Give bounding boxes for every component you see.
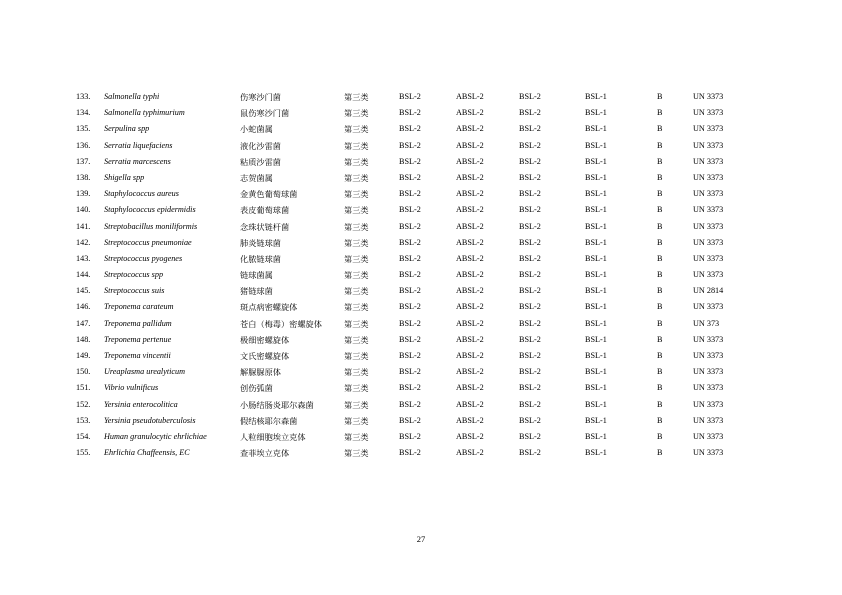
- lab-level-sample-cell: BSL-2: [519, 92, 541, 101]
- lab-level-sample-cell: BSL-2: [519, 172, 541, 182]
- lab-level-sample-cell: BSL-2: [519, 399, 541, 409]
- un-number-cell: UN 3373: [693, 189, 724, 199]
- hazard-class-cell: 第三类: [344, 318, 369, 329]
- transport-category-cell: B: [657, 172, 663, 182]
- row-number-cell: 136.: [76, 140, 91, 150]
- table-row: [0, 235, 842, 251]
- scientific-name-cell: Streptococcus suis: [104, 286, 165, 296]
- table-row: [0, 219, 842, 235]
- animal-lab-level-cell: ABSL-2: [456, 156, 484, 166]
- lab-level-inactivated-cell: BSL-1: [585, 172, 607, 182]
- un-number-cell: UN 3373: [693, 205, 724, 215]
- transport-category-cell: B: [657, 253, 663, 263]
- lab-level-sample-cell: BSL-2: [519, 253, 541, 263]
- lab-level-sample-cell: BSL-2: [519, 383, 541, 393]
- animal-lab-level-cell: ABSL-2: [456, 92, 484, 101]
- hazard-class-cell: 第三类: [344, 92, 369, 102]
- lab-level-inactivated-cell: BSL-1: [585, 221, 607, 231]
- table-row: [0, 154, 842, 170]
- un-number-cell: UN 3373: [693, 108, 724, 118]
- hazard-class-cell: 第三类: [344, 237, 369, 248]
- chinese-name-cell: 人粒细胞埃立克体: [240, 431, 306, 442]
- lab-level-sample-cell: BSL-2: [519, 205, 541, 215]
- hazard-class-cell: 第三类: [344, 367, 369, 378]
- row-number-cell: 142.: [76, 237, 91, 247]
- table-row: [0, 364, 842, 380]
- lab-level-culture-cell: BSL-2: [399, 334, 421, 344]
- lab-level-inactivated-cell: BSL-1: [585, 415, 607, 425]
- chinese-name-cell: 斑点病密螺旋体: [240, 302, 298, 313]
- scientific-name-cell: Yersinia pseudotuberculosis: [104, 415, 196, 425]
- hazard-class-cell: 第三类: [344, 156, 369, 167]
- hazard-class-cell: 第三类: [344, 351, 369, 361]
- lab-level-inactivated-cell: BSL-1: [585, 189, 607, 199]
- lab-level-inactivated-cell: BSL-1: [585, 302, 607, 312]
- lab-level-sample-cell: BSL-2: [519, 448, 541, 458]
- animal-lab-level-cell: ABSL-2: [456, 237, 484, 247]
- lab-level-culture-cell: BSL-2: [399, 140, 421, 150]
- lab-level-inactivated-cell: BSL-1: [585, 399, 607, 409]
- chinese-name-cell: 表皮葡萄球菌: [240, 205, 290, 216]
- transport-category-cell: B: [657, 124, 663, 134]
- lab-level-culture-cell: BSL-2: [399, 189, 421, 199]
- table-row: [0, 348, 842, 364]
- transport-category-cell: B: [657, 399, 663, 409]
- animal-lab-level-cell: ABSL-2: [456, 399, 484, 409]
- un-number-cell: UN 3373: [693, 351, 724, 360]
- lab-level-sample-cell: BSL-2: [519, 237, 541, 247]
- row-number-cell: 144.: [76, 270, 91, 280]
- row-number-cell: 152.: [76, 399, 91, 409]
- table-row: [0, 202, 842, 218]
- lab-level-culture-cell: BSL-2: [399, 448, 421, 458]
- chinese-name-cell: 假结核耶尔森菌: [240, 415, 298, 426]
- lab-level-culture-cell: BSL-2: [399, 253, 421, 263]
- hazard-class-cell: 第三类: [344, 172, 369, 183]
- lab-level-culture-cell: BSL-2: [399, 205, 421, 215]
- table-row: [0, 397, 842, 413]
- table-row: [0, 445, 842, 461]
- un-number-cell: UN 3373: [693, 448, 724, 458]
- row-number-cell: 140.: [76, 205, 91, 215]
- lab-level-sample-cell: BSL-2: [519, 189, 541, 199]
- un-number-cell: UN 3373: [693, 270, 724, 280]
- scientific-name-cell: Staphylococcus epidermidis: [104, 205, 196, 215]
- lab-level-culture-cell: BSL-2: [399, 221, 421, 231]
- table-row: [0, 105, 842, 121]
- animal-lab-level-cell: ABSL-2: [456, 351, 484, 360]
- lab-level-inactivated-cell: BSL-1: [585, 448, 607, 458]
- table-row: [0, 413, 842, 429]
- lab-level-culture-cell: BSL-2: [399, 172, 421, 182]
- animal-lab-level-cell: ABSL-2: [456, 415, 484, 425]
- lab-level-sample-cell: BSL-2: [519, 108, 541, 118]
- scientific-name-cell: Streptococcus pyogenes: [104, 253, 183, 263]
- scientific-name-cell: Serpulina spp: [104, 124, 150, 134]
- hazard-class-cell: 第三类: [344, 270, 369, 281]
- scientific-name-cell: Salmonella typhimurium: [104, 108, 185, 118]
- scientific-name-cell: Serratia marcescens: [104, 156, 171, 166]
- row-number-cell: 145.: [76, 286, 91, 296]
- scientific-name-cell: Treponema carateum: [104, 302, 174, 312]
- lab-level-sample-cell: BSL-2: [519, 367, 541, 377]
- lab-level-inactivated-cell: BSL-1: [585, 286, 607, 296]
- scientific-name-cell: Streptococcus pneumoniae: [104, 237, 192, 247]
- chinese-name-cell: 极细密螺旋体: [240, 334, 290, 345]
- chinese-name-cell: 鼠伤寒沙门菌: [240, 108, 290, 119]
- hazard-class-cell: 第三类: [344, 140, 369, 151]
- table-row: [0, 89, 842, 105]
- chinese-name-cell: 小肠结肠炎耶尔森菌: [240, 399, 314, 410]
- transport-category-cell: B: [657, 189, 663, 199]
- lab-level-sample-cell: BSL-2: [519, 221, 541, 231]
- lab-level-inactivated-cell: BSL-1: [585, 367, 607, 377]
- hazard-class-cell: 第三类: [344, 108, 369, 119]
- lab-level-culture-cell: BSL-2: [399, 318, 421, 328]
- scientific-name-cell: Ureaplasma urealyticum: [104, 367, 186, 377]
- transport-category-cell: B: [657, 431, 663, 441]
- hazard-class-cell: 第三类: [344, 431, 369, 442]
- chinese-name-cell: 猪链球菌: [240, 286, 273, 297]
- animal-lab-level-cell: ABSL-2: [456, 124, 484, 134]
- lab-level-sample-cell: BSL-2: [519, 302, 541, 312]
- row-number-cell: 135.: [76, 124, 91, 134]
- chinese-name-cell: 解脲脲原体: [240, 367, 281, 378]
- row-number-cell: 153.: [76, 415, 91, 425]
- animal-lab-level-cell: ABSL-2: [456, 367, 484, 377]
- scientific-name-cell: Human granulocytic ehrlichiae: [104, 431, 207, 441]
- transport-category-cell: B: [657, 351, 663, 360]
- lab-level-culture-cell: BSL-2: [399, 399, 421, 409]
- table-row: [0, 429, 842, 445]
- transport-category-cell: B: [657, 286, 663, 296]
- scientific-name-cell: Salmonella typhi: [104, 92, 160, 101]
- un-number-cell: UN 3373: [693, 237, 724, 247]
- chinese-name-cell: 创伤弧菌: [240, 383, 273, 394]
- row-number-cell: 138.: [76, 172, 91, 182]
- hazard-class-cell: 第三类: [344, 253, 369, 264]
- chinese-name-cell: 化脓链球菌: [240, 253, 281, 264]
- scientific-name-cell: Treponema pertenue: [104, 334, 172, 344]
- lab-level-culture-cell: BSL-2: [399, 431, 421, 441]
- table-row: [0, 332, 842, 348]
- hazard-class-cell: 第三类: [344, 399, 369, 410]
- lab-level-sample-cell: BSL-2: [519, 286, 541, 296]
- un-number-cell: UN 3373: [693, 140, 724, 150]
- lab-level-sample-cell: BSL-2: [519, 124, 541, 134]
- lab-level-inactivated-cell: BSL-1: [585, 205, 607, 215]
- scientific-name-cell: Serratia liquefaciens: [104, 140, 173, 150]
- lab-level-inactivated-cell: BSL-1: [585, 270, 607, 280]
- animal-lab-level-cell: ABSL-2: [456, 448, 484, 458]
- un-number-cell: UN 3373: [693, 221, 724, 231]
- table-row: [0, 186, 842, 202]
- chinese-name-cell: 肺炎链球菌: [240, 237, 281, 248]
- scientific-name-cell: Vibrio vulnificus: [104, 383, 159, 393]
- lab-level-culture-cell: BSL-2: [399, 156, 421, 166]
- transport-category-cell: B: [657, 92, 663, 101]
- animal-lab-level-cell: ABSL-2: [456, 334, 484, 344]
- hazard-class-cell: 第三类: [344, 334, 369, 345]
- chinese-name-cell: 金黄色葡萄球菌: [240, 189, 298, 200]
- hazard-class-cell: 第三类: [344, 124, 369, 135]
- un-number-cell: UN 2814: [693, 286, 724, 296]
- transport-category-cell: B: [657, 205, 663, 215]
- animal-lab-level-cell: ABSL-2: [456, 253, 484, 263]
- un-number-cell: UN 3373: [693, 334, 724, 344]
- table-row: [0, 251, 842, 267]
- animal-lab-level-cell: ABSL-2: [456, 108, 484, 118]
- hazard-class-cell: 第三类: [344, 205, 369, 216]
- un-number-cell: UN 3373: [693, 302, 724, 312]
- animal-lab-level-cell: ABSL-2: [456, 270, 484, 280]
- chinese-name-cell: 链球菌属: [240, 270, 273, 281]
- lab-level-inactivated-cell: BSL-1: [585, 156, 607, 166]
- hazard-class-cell: 第三类: [344, 189, 369, 200]
- scientific-name-cell: Streptobacillus moniliformis: [104, 221, 198, 231]
- un-number-cell: UN 3373: [693, 124, 724, 134]
- animal-lab-level-cell: ABSL-2: [456, 383, 484, 393]
- transport-category-cell: B: [657, 140, 663, 150]
- lab-level-culture-cell: BSL-2: [399, 302, 421, 312]
- lab-level-culture-cell: BSL-2: [399, 108, 421, 118]
- lab-level-culture-cell: BSL-2: [399, 237, 421, 247]
- transport-category-cell: B: [657, 221, 663, 231]
- scientific-name-cell: Streptococcus spp: [104, 270, 164, 280]
- lab-level-inactivated-cell: BSL-1: [585, 108, 607, 118]
- row-number-cell: 139.: [76, 189, 91, 199]
- lab-level-culture-cell: BSL-2: [399, 270, 421, 280]
- lab-level-inactivated-cell: BSL-1: [585, 237, 607, 247]
- row-number-cell: 141.: [76, 221, 91, 231]
- transport-category-cell: B: [657, 383, 663, 393]
- chinese-name-cell: 苍白（梅毒）密螺旋体: [240, 318, 322, 329]
- transport-category-cell: B: [657, 367, 663, 377]
- scientific-name-cell: Yersinia enterocolitica: [104, 399, 178, 409]
- transport-category-cell: B: [657, 302, 663, 312]
- row-number-cell: 149.: [76, 351, 91, 360]
- lab-level-sample-cell: BSL-2: [519, 270, 541, 280]
- animal-lab-level-cell: ABSL-2: [456, 189, 484, 199]
- lab-level-inactivated-cell: BSL-1: [585, 431, 607, 441]
- lab-level-culture-cell: BSL-2: [399, 351, 421, 360]
- lab-level-sample-cell: BSL-2: [519, 415, 541, 425]
- table-row: [0, 170, 842, 186]
- lab-level-inactivated-cell: BSL-1: [585, 92, 607, 101]
- row-number-cell: 143.: [76, 253, 91, 263]
- animal-lab-level-cell: ABSL-2: [456, 286, 484, 296]
- chinese-name-cell: 志贺菌属: [240, 172, 273, 183]
- row-number-cell: 154.: [76, 431, 91, 441]
- table-row: [0, 316, 842, 332]
- table-row: [0, 267, 842, 283]
- lab-level-inactivated-cell: BSL-1: [585, 140, 607, 150]
- scientific-name-cell: Treponema pallidum: [104, 318, 172, 328]
- un-number-cell: UN 3373: [693, 415, 724, 425]
- animal-lab-level-cell: ABSL-2: [456, 140, 484, 150]
- un-number-cell: UN 373: [693, 318, 720, 328]
- lab-level-sample-cell: BSL-2: [519, 431, 541, 441]
- un-number-cell: UN 3373: [693, 431, 724, 441]
- lab-level-inactivated-cell: BSL-1: [585, 351, 607, 360]
- transport-category-cell: B: [657, 415, 663, 425]
- lab-level-culture-cell: BSL-2: [399, 286, 421, 296]
- transport-category-cell: B: [657, 156, 663, 166]
- hazard-class-cell: 第三类: [344, 383, 369, 394]
- un-number-cell: UN 3373: [693, 156, 724, 166]
- row-number-cell: 147.: [76, 318, 91, 328]
- scientific-name-cell: Shigella spp: [104, 172, 145, 182]
- animal-lab-level-cell: ABSL-2: [456, 205, 484, 215]
- lab-level-inactivated-cell: BSL-1: [585, 124, 607, 134]
- pathogen-table: [0, 89, 842, 461]
- un-number-cell: UN 3373: [693, 383, 724, 393]
- transport-category-cell: B: [657, 108, 663, 118]
- row-number-cell: 148.: [76, 334, 91, 344]
- row-number-cell: 155.: [76, 448, 91, 458]
- row-number-cell: 151.: [76, 383, 91, 393]
- table-row: [0, 283, 842, 299]
- un-number-cell: UN 3373: [693, 253, 724, 263]
- lab-level-sample-cell: BSL-2: [519, 351, 541, 360]
- animal-lab-level-cell: ABSL-2: [456, 318, 484, 328]
- chinese-name-cell: 伤寒沙门菌: [240, 92, 281, 102]
- un-number-cell: UN 3373: [693, 92, 724, 101]
- transport-category-cell: B: [657, 270, 663, 280]
- transport-category-cell: B: [657, 318, 663, 328]
- lab-level-inactivated-cell: BSL-1: [585, 318, 607, 328]
- chinese-name-cell: 念珠状链杆菌: [240, 221, 290, 232]
- un-number-cell: UN 3373: [693, 367, 724, 377]
- lab-level-sample-cell: BSL-2: [519, 334, 541, 344]
- row-number-cell: 150.: [76, 367, 91, 377]
- lab-level-culture-cell: BSL-2: [399, 124, 421, 134]
- lab-level-inactivated-cell: BSL-1: [585, 334, 607, 344]
- table-row: [0, 299, 842, 315]
- hazard-class-cell: 第三类: [344, 221, 369, 232]
- scientific-name-cell: Ehrlichia Chaffeensis, EC: [104, 448, 190, 458]
- lab-level-sample-cell: BSL-2: [519, 140, 541, 150]
- table-row: [0, 380, 842, 396]
- row-number-cell: 134.: [76, 108, 91, 118]
- lab-level-culture-cell: BSL-2: [399, 415, 421, 425]
- chinese-name-cell: 液化沙雷菌: [240, 140, 281, 151]
- hazard-class-cell: 第三类: [344, 415, 369, 426]
- table-row: [0, 121, 842, 137]
- lab-level-sample-cell: BSL-2: [519, 156, 541, 166]
- table-row: [0, 138, 842, 154]
- animal-lab-level-cell: ABSL-2: [456, 431, 484, 441]
- transport-category-cell: B: [657, 237, 663, 247]
- animal-lab-level-cell: ABSL-2: [456, 172, 484, 182]
- chinese-name-cell: 查菲埃立克体: [240, 448, 290, 459]
- lab-level-culture-cell: BSL-2: [399, 383, 421, 393]
- lab-level-culture-cell: BSL-2: [399, 92, 421, 101]
- hazard-class-cell: 第三类: [344, 286, 369, 297]
- scientific-name-cell: Staphylococcus aureus: [104, 189, 179, 199]
- animal-lab-level-cell: ABSL-2: [456, 302, 484, 312]
- lab-level-inactivated-cell: BSL-1: [585, 383, 607, 393]
- animal-lab-level-cell: ABSL-2: [456, 221, 484, 231]
- chinese-name-cell: 文氏密螺旋体: [240, 351, 290, 361]
- scientific-name-cell: Treponema vincentii: [104, 351, 171, 360]
- page-number: 27: [416, 534, 426, 544]
- chinese-name-cell: 小蛇菌属: [240, 124, 273, 135]
- un-number-cell: UN 3373: [693, 172, 724, 182]
- hazard-class-cell: 第三类: [344, 448, 369, 459]
- lab-level-sample-cell: BSL-2: [519, 318, 541, 328]
- un-number-cell: UN 3373: [693, 399, 724, 409]
- chinese-name-cell: 粘质沙雷菌: [240, 156, 281, 167]
- transport-category-cell: B: [657, 334, 663, 344]
- transport-category-cell: B: [657, 448, 663, 458]
- row-number-cell: 137.: [76, 156, 91, 166]
- lab-level-culture-cell: BSL-2: [399, 367, 421, 377]
- lab-level-inactivated-cell: BSL-1: [585, 253, 607, 263]
- hazard-class-cell: 第三类: [344, 302, 369, 313]
- row-number-cell: 146.: [76, 302, 91, 312]
- row-number-cell: 133.: [76, 92, 91, 101]
